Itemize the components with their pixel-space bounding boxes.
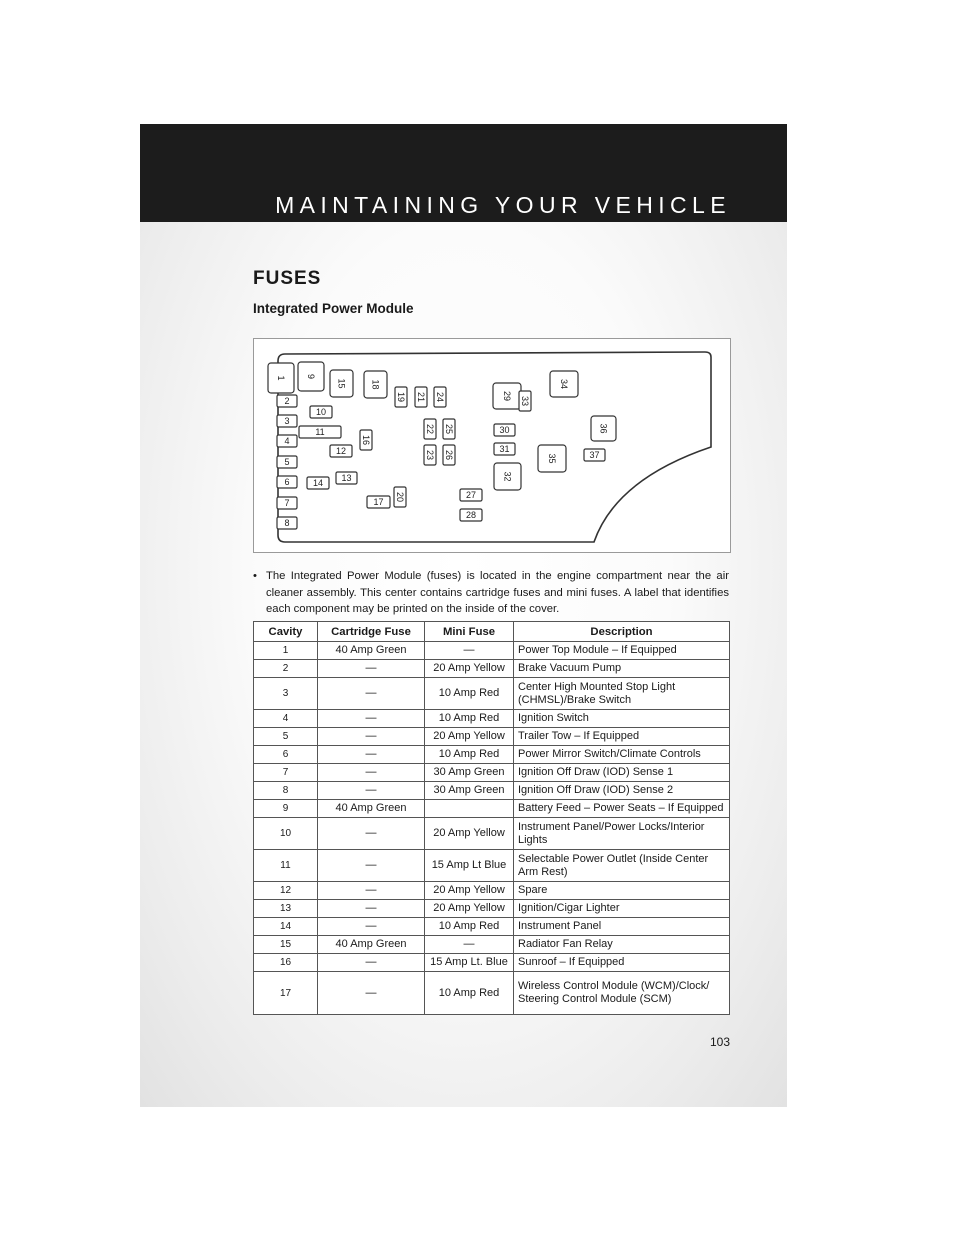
fuse-slot-13 xyxy=(336,472,357,484)
fuse-label: 35 xyxy=(547,453,557,464)
table-row xyxy=(254,746,730,764)
cell-cavity: 13 xyxy=(254,900,318,918)
cell-description: Brake Vacuum Pump xyxy=(514,660,730,678)
fuse-slot-9 xyxy=(298,362,324,391)
fuse-label: 24 xyxy=(435,391,445,403)
cell-cavity: 3 xyxy=(254,678,318,710)
fuse-slot-35 xyxy=(538,445,566,472)
fuse-slot-2 xyxy=(277,395,297,407)
fuse-slot-21 xyxy=(415,387,427,407)
cell-description: Ignition/Cigar Lighter xyxy=(514,900,730,918)
table-row xyxy=(254,710,730,728)
fuse-label: 32 xyxy=(502,471,513,482)
fuse-slot-25 xyxy=(443,419,455,439)
cell-mini-fuse: 20 Amp Yellow xyxy=(425,660,514,678)
fuse-label: 9 xyxy=(306,373,316,380)
fuse-label: 4 xyxy=(284,436,290,446)
header-mini-fuse: Mini Fuse xyxy=(425,622,514,642)
cell-mini-fuse: 20 Amp Yellow xyxy=(425,882,514,900)
fuse-slot-28 xyxy=(460,509,482,521)
cell-description: Center High Mounted Stop Light (CHMSL)/Brake Switch xyxy=(514,678,730,710)
cell-cartridge-fuse: — xyxy=(318,764,425,782)
chapter-title: MAINTAINING YOUR VEHICLE xyxy=(275,192,731,218)
fuse-slot-15 xyxy=(330,370,353,397)
fuse-label: 20 xyxy=(395,491,405,503)
cell-cavity: 16 xyxy=(254,954,318,972)
cell-cavity: 6 xyxy=(254,746,318,764)
fuse-slot-30 xyxy=(494,424,515,436)
chapter-banner xyxy=(140,124,787,222)
cell-mini-fuse: 30 Amp Green xyxy=(425,782,514,800)
cell-mini-fuse: 15 Amp Lt Blue xyxy=(425,850,514,882)
fuse-slot-8 xyxy=(277,517,297,529)
fuse-slot-29 xyxy=(493,383,521,409)
cell-cartridge-fuse: — xyxy=(318,900,425,918)
fuse-slot-7 xyxy=(277,497,297,509)
fuse-label: 11 xyxy=(315,427,325,437)
cell-cartridge-fuse: 40 Amp Green xyxy=(318,642,425,660)
fuse-slot-37 xyxy=(584,449,605,461)
fuse-label: 17 xyxy=(373,497,384,507)
fuse-slot-26 xyxy=(443,445,455,465)
cell-mini-fuse: 10 Amp Red xyxy=(425,678,514,710)
table-row xyxy=(254,782,730,800)
table-header-row xyxy=(254,622,730,642)
cell-mini-fuse xyxy=(425,800,514,818)
fuse-label: 26 xyxy=(444,449,454,461)
fuse-label: 28 xyxy=(465,510,477,520)
subsection-title: Integrated Power Module xyxy=(253,301,414,316)
fuse-slot-1 xyxy=(268,363,294,393)
table-row xyxy=(254,882,730,900)
fuse-label: 34 xyxy=(559,378,569,390)
fuse-label: 19 xyxy=(396,391,406,403)
table-row xyxy=(254,850,730,882)
cell-cartridge-fuse: — xyxy=(318,728,425,746)
fuse-label: 25 xyxy=(444,423,454,435)
cell-cavity: 8 xyxy=(254,782,318,800)
fuse-slot-4 xyxy=(277,435,297,447)
fuse-label: 27 xyxy=(465,490,477,500)
fuse-slot-6 xyxy=(277,476,297,488)
cell-cartridge-fuse: — xyxy=(318,746,425,764)
cell-cavity: 9 xyxy=(254,800,318,818)
fuse-slot-19 xyxy=(395,387,407,407)
header-cavity: Cavity xyxy=(254,622,318,642)
cell-mini-fuse: 20 Amp Yellow xyxy=(425,900,514,918)
cell-mini-fuse: 20 Amp Yellow xyxy=(425,728,514,746)
manual-page xyxy=(140,124,787,1107)
cell-cavity: 1 xyxy=(254,642,318,660)
fuse-label: 6 xyxy=(284,477,290,487)
fuse-slot-33 xyxy=(519,391,531,411)
fuse-label: 1 xyxy=(276,375,286,381)
fuse-slot-31 xyxy=(494,443,515,455)
fuse-label: 16 xyxy=(361,434,371,446)
page-number: 103 xyxy=(709,1035,730,1049)
cell-description: Instrument Panel/Power Locks/Interior Lights xyxy=(514,818,730,850)
fuse-label: 3 xyxy=(284,416,290,426)
fuse-slot-17 xyxy=(367,496,390,508)
fuse-slot-18 xyxy=(364,371,387,398)
cell-cavity: 14 xyxy=(254,918,318,936)
cell-description: Battery Feed – Power Seats – If Equipped xyxy=(514,800,730,818)
cell-cartridge-fuse: — xyxy=(318,710,425,728)
cell-cavity: 15 xyxy=(254,936,318,954)
cell-cartridge-fuse: — xyxy=(318,660,425,678)
cell-description: Ignition Off Draw (IOD) Sense 1 xyxy=(514,764,730,782)
fuse-label: 22 xyxy=(425,423,435,435)
cell-cavity: 2 xyxy=(254,660,318,678)
cell-mini-fuse: — xyxy=(425,936,514,954)
cell-mini-fuse: 10 Amp Red xyxy=(425,710,514,728)
cell-cavity: 11 xyxy=(254,850,318,882)
cell-description: Trailer Tow – If Equipped xyxy=(514,728,730,746)
fuse-slot-32 xyxy=(494,463,521,490)
table-row xyxy=(254,728,730,746)
table-row xyxy=(254,642,730,660)
fuse-slot-10 xyxy=(310,406,332,418)
fuse-label: 10 xyxy=(315,407,327,417)
fuse-slot-23 xyxy=(424,445,436,465)
cell-cavity: 4 xyxy=(254,710,318,728)
fuse-slot-22 xyxy=(424,419,436,439)
table-row xyxy=(254,972,730,1015)
fuse-slot-3 xyxy=(277,415,297,427)
fuse-slot-24 xyxy=(434,387,446,407)
header-cartridge-fuse: Cartridge Fuse xyxy=(318,622,425,642)
fuse-slot-14 xyxy=(307,477,329,489)
fuse-slot-20 xyxy=(394,487,406,507)
cell-cartridge-fuse: — xyxy=(318,850,425,882)
fuse-slot-36 xyxy=(591,416,616,441)
cell-cavity: 5 xyxy=(254,728,318,746)
cell-cartridge-fuse: — xyxy=(318,818,425,850)
cell-cavity: 12 xyxy=(254,882,318,900)
cell-cartridge-fuse: 40 Amp Green xyxy=(318,936,425,954)
fuse-slot-16 xyxy=(360,430,372,450)
fuse-label: 5 xyxy=(284,457,290,467)
cell-mini-fuse: 10 Amp Red xyxy=(425,918,514,936)
table-row xyxy=(254,936,730,954)
cell-description: Sunroof – If Equipped xyxy=(514,954,730,972)
cell-description: Selectable Power Outlet (Inside Center Arm Rest) xyxy=(514,850,730,882)
fuse-slot-34 xyxy=(550,371,578,397)
bullet-text: The Integrated Power Module (fuses) is located in the engine compartment near the air cleaner assembly. This center contains cartridge fuses and mini fuses. A label that identifies each component may be printed on the inside of the cover. xyxy=(266,570,729,615)
table-row xyxy=(254,678,730,710)
fuse-slot-11 xyxy=(299,426,341,438)
cell-cartridge-fuse: — xyxy=(318,918,425,936)
fuse-slot-5 xyxy=(277,456,297,468)
cell-cartridge-fuse: — xyxy=(318,954,425,972)
cell-description: Wireless Control Module (WCM)/Clock/ Steering Control Module (SCM) xyxy=(514,972,730,1015)
cell-cartridge-fuse: — xyxy=(318,972,425,1015)
fuse-label: 18 xyxy=(370,379,381,390)
fuse-slot-27 xyxy=(460,489,482,501)
cell-cartridge-fuse: — xyxy=(318,882,425,900)
bullet-paragraph xyxy=(253,568,729,618)
cell-description: Ignition Off Draw (IOD) Sense 2 xyxy=(514,782,730,800)
cell-cartridge-fuse: — xyxy=(318,782,425,800)
table-row xyxy=(254,918,730,936)
fuse-label: 8 xyxy=(284,518,290,528)
fuse-table xyxy=(253,621,730,1015)
cell-description: Power Mirror Switch/Climate Controls xyxy=(514,746,730,764)
table-row xyxy=(254,954,730,972)
cell-description: Radiator Fan Relay xyxy=(514,936,730,954)
table-row xyxy=(254,764,730,782)
fuse-box-diagram xyxy=(253,338,731,553)
cell-cavity: 7 xyxy=(254,764,318,782)
cell-description: Instrument Panel xyxy=(514,918,730,936)
fuse-label: 21 xyxy=(416,391,426,403)
cell-cartridge-fuse: 40 Amp Green xyxy=(318,800,425,818)
table-row xyxy=(254,900,730,918)
fuse-label: 30 xyxy=(499,425,510,435)
fuse-label: 7 xyxy=(284,498,290,508)
table-row xyxy=(254,818,730,850)
fuse-slot-12 xyxy=(330,445,352,457)
fuse-label: 15 xyxy=(336,378,347,389)
fuse-label: 33 xyxy=(520,395,530,407)
cell-mini-fuse: 20 Amp Yellow xyxy=(425,818,514,850)
cell-cartridge-fuse: — xyxy=(318,678,425,710)
cell-mini-fuse: — xyxy=(425,642,514,660)
fuse-label: 14 xyxy=(312,478,324,488)
bullet-symbol: • xyxy=(253,570,257,582)
cell-mini-fuse: 10 Amp Red xyxy=(425,972,514,1015)
cell-cavity: 10 xyxy=(254,818,318,850)
fuse-label: 13 xyxy=(341,473,352,483)
cell-description: Ignition Switch xyxy=(514,710,730,728)
header-description: Description xyxy=(514,622,730,642)
table-row xyxy=(254,800,730,818)
cell-description: Spare xyxy=(514,882,730,900)
cell-cavity: 17 xyxy=(254,972,318,1015)
cell-mini-fuse: 15 Amp Lt. Blue xyxy=(425,954,514,972)
fuse-label: 29 xyxy=(502,390,512,402)
fuse-label: 36 xyxy=(598,423,609,434)
fuse-label: 2 xyxy=(284,396,290,406)
fuse-label: 23 xyxy=(425,449,435,461)
cell-mini-fuse: 10 Amp Red xyxy=(425,746,514,764)
section-title: FUSES xyxy=(253,268,322,289)
fuse-label: 37 xyxy=(589,450,600,460)
fuse-label: 12 xyxy=(335,446,347,456)
fuse-label: 31 xyxy=(499,444,510,454)
cell-mini-fuse: 30 Amp Green xyxy=(425,764,514,782)
cell-description: Power Top Module – If Equipped xyxy=(514,642,730,660)
table-row xyxy=(254,660,730,678)
